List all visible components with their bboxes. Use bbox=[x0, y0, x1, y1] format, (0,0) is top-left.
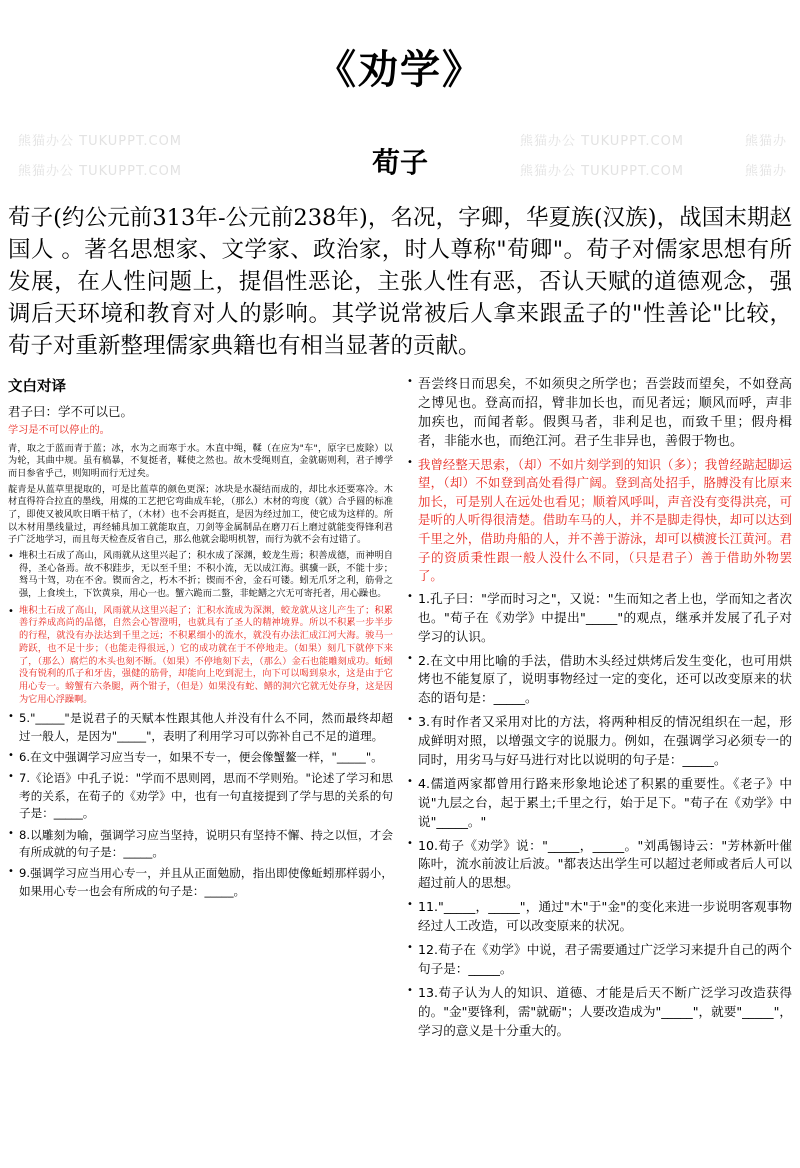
question-text: 荀子在《劝学》中说，君子需要通过广泛学习来提升自己的两个句子是：_____。 bbox=[418, 942, 792, 976]
question-text: 有时作者又采用对比的方法，将两种相反的情况组织在一起，形成鲜明对照，以增强文字的说服力。例如，在强调学习必须专一的同时，用劣马与好马进行对比以说明的句子是：_____。 bbox=[418, 714, 792, 768]
question-number: 9. bbox=[19, 866, 31, 881]
watermark: 熊猫办公 TUKUPPT.COM bbox=[18, 164, 183, 179]
list-item bbox=[8, 710, 393, 745]
right-column bbox=[407, 375, 792, 1046]
original-text-line: 君子曰：学不可以已。 bbox=[8, 403, 134, 419]
question-list-right bbox=[407, 590, 792, 1041]
list-item bbox=[407, 775, 792, 832]
watermark: 熊猫办公 TUKUPPT.COM bbox=[18, 134, 183, 149]
list-item bbox=[8, 749, 393, 766]
list-item bbox=[407, 375, 792, 452]
question-number: 3. bbox=[418, 714, 431, 730]
question-number: 4. bbox=[418, 775, 431, 791]
question-list-left bbox=[8, 710, 393, 900]
list-item bbox=[407, 984, 792, 1041]
question-text: "_____，_____"，通过"木"于"金"的变化来进一步说明客观事物经过人工改造，可以改变原来的状况。 bbox=[418, 899, 792, 934]
document-page bbox=[0, 38, 800, 1168]
question-text: 儒道两家都曾用行路来形象地论述了积累的重要性。《老子》中说"九层之台，起于累土;千里之行，始于足下。"荀子在《劝学》中说"_____。" bbox=[418, 775, 792, 829]
list-item bbox=[8, 865, 393, 900]
question-number: 12. bbox=[418, 942, 439, 958]
list-item bbox=[407, 837, 792, 894]
question-text: 孔子曰："学而时习之"，又说："生而知之者上也，学而知之者次也。"荀子在《劝学》中提出"_____"的观点，继承并发展了孔子对学习的认识。 bbox=[418, 590, 792, 644]
passage-list-right bbox=[407, 375, 792, 586]
question-number: 11. bbox=[418, 899, 439, 915]
list-item bbox=[8, 827, 393, 862]
translation-line: 靛青是从蓝草里提取的，可是比蓝草的颜色更深；冰块是水凝结而成的，却比水还要寒冷。木材直得符合拉直的墨线，用煤的工艺把它弯曲成车轮，（那么）木材的弯度（就）合乎圆的标准了，即使又被风吹日晒干枯了，（木材）也不会再挺直，是因为经过加工，使它成为这样的。所以木材用墨线量过，再经辅具加工就能取直，刀剑等金属制品在磨刀石上磨过就能变得锋利君子广泛地学习，而且每天检查反省自己，那么他就会聪明机智，而行为就不会有过错了。 bbox=[8, 483, 393, 546]
watermark: 熊猫办 bbox=[745, 134, 788, 149]
list-item bbox=[407, 713, 792, 770]
question-text: 在文中用比喻的手法，借助木头经过烘烤后发生变化，也可用烘烤也不能复原了，说明事物经过一定的变化，还可以改变原来的状态的语句是：_____。 bbox=[418, 652, 792, 706]
author-name: 荀子 bbox=[371, 146, 428, 179]
list-item bbox=[8, 605, 393, 707]
list-item bbox=[407, 456, 792, 586]
watermark: 熊猫办公 TUKUPPT.COM bbox=[520, 134, 685, 149]
original-text-line: • 吾尝终日而思矣，不如须臾之所学也；吾尝跂而望矣，不如登高之博见也。登高而招，臂非加长也，而见者远；顺风而呼，声非加疾也，而闻者彰。假舆马者，非利足也，而致千里；假舟楫者，非能水也，而绝江河。君子生非异也，善假于物也。 bbox=[418, 376, 792, 450]
question-text: 荀子认为人的知识、道德、才能是后天不断广泛学习改造获得的。"金"要锋利，需"就砺"；人要改造成为"_____"，就要"_____"，学习的意义是十分重大的。 bbox=[418, 984, 792, 1038]
watermark: 熊猫办公 TUKUPPT.COM bbox=[520, 164, 685, 179]
question-text: "_____"是说君子的天赋本性跟其他人并没有什么不同，然而最终却超过一般人，是因为"_____"，表明了利用学习可以弥补自己不足的道理。 bbox=[19, 711, 393, 743]
question-number: 1. bbox=[418, 590, 431, 606]
page-title: 《劝学》 bbox=[316, 46, 484, 93]
translation-line: • 堆积土石成了高山，风雨就从这里兴起了；汇积水流成为深渊，蛟龙就从这儿产生了；积累善行养成高尚的品德，自然会心智澄明，也就具有了圣人的精神境界。所以不积累一步半步的行程，就没有办法达到千里之远；不积累细小的流水，就没有办法汇成江河大海。骏马一跨跃，也不足十步；（也能走得很远，）它的成功就在于不停地走。（如果）刻几下就停下来了，（那么）腐烂的木头也刻不断。（如果）不停地刻下去，（那么）金石也能雕刻成功。蚯蚓没有锐利的爪子和牙齿，强健的筋骨，却能向上吃到泥土，向下可以喝到泉水，这是由于它用心专一。螃蟹有六条腿，两个钳子，（但是）如果没有蛇、鳝的洞穴它就无处存身，这是因为它用心浮躁啊。 bbox=[19, 604, 393, 705]
passage-list bbox=[8, 550, 393, 706]
question-number: 6. bbox=[19, 750, 31, 765]
translation-line: 学习是不可以停止的。 bbox=[8, 425, 110, 437]
list-item bbox=[407, 941, 792, 979]
body-columns bbox=[8, 375, 792, 1046]
question-text: 在文中强调学习应当专一，如果不专一，便会像蟹鳌一样，"_____"。 bbox=[30, 750, 383, 765]
original-text-line: 青，取之于蓝而青于蓝；冰，水为之而寒于水。木直中绳，鞣（在应为"车"，原字已废除）以为轮，其曲中规。虽有槁暴，不复挺者，鞣使之然也。故木受绳则直，金就砺则利，君子博学而日参省乎己，则知明而行无过矣。 bbox=[8, 442, 393, 479]
list-item bbox=[407, 652, 792, 709]
author-intro: 荀子(约公元前313年-公元前238年)，名况，字卿，华夏族(汉族)，战国末期赵国人 。著名思想家、文学家、政治家，时人尊称"荀卿"。荀子对儒家思想有所发展，在人性问题上，提倡性恶论，主张人性有恶，否认天赋的道德观念，强调后天环境和教育对人的影响。其学说常被后人拿来跟孟子的"性善论"比较，荀子对重新整理儒家典籍也有相当显著的贡献。 bbox=[8, 205, 792, 359]
question-number: 5. bbox=[19, 711, 31, 726]
question-text: 以雕刻为喻，强调学习应当坚持，说明只有坚持不懈、持之以恒，才会有所成就的句子是：_____。 bbox=[19, 827, 393, 860]
question-text: 强调学习应当用心专一，并且从正面勉励，指出即使像蚯蚓那样弱小，如果用心专一也会有所成的句子是：_____。 bbox=[19, 866, 393, 898]
translation-line: • 我曾经整天思索，（却）不如片刻学到的知识（多）；我曾经踮起脚运望，（却）不如登到高处看得广阔。登到高处招手，胳膊没有比原来加长，可是别人在远处也看见；顺着风呼叫，声音没有变得洪亮，可是听的人听得很清楚。借助车马的人，并不是脚走得快，却可以达到千里之外，借助舟船的人，并不善于游泳，却可以横渡长江黄河。君子的资质秉性跟一般人没什么不同，（只是君子）善于借助外物罢了。 bbox=[418, 456, 792, 584]
question-number: 2. bbox=[418, 652, 431, 668]
list-item bbox=[407, 590, 792, 647]
question-number: 13. bbox=[418, 984, 439, 1000]
list-item bbox=[8, 770, 393, 822]
section-title: 文白对译 bbox=[8, 378, 66, 395]
original-text-line: • 堆积土石成了高山，风雨就从这里兴起了；积水成了深渊，蛟龙生焉；积善成德，而神明自得，圣心备焉。故不积跬步，无以至千里；不积小流，无以成江海。骐骥一跃，不能十步；驽马十驾，功在不舍。锲而舍之，朽木不折；锲而不舍，金石可镂。蚓无爪牙之利，筋骨之强，上食埃土，下饮黄泉，用心一也。蟹六跪而二螯，非蛇鳝之穴无可寄托者，用心躁也。 bbox=[19, 550, 393, 600]
question-number: 7. bbox=[19, 771, 31, 786]
watermark: 熊猫办 bbox=[745, 164, 788, 179]
question-number: 8. bbox=[19, 827, 31, 842]
question-number: 10. bbox=[418, 837, 439, 853]
list-item bbox=[407, 898, 792, 936]
list-item bbox=[8, 550, 393, 601]
left-column bbox=[8, 375, 393, 1046]
question-text: 荀子《劝学》说："_____，_____。"刘禹锡诗云："芳林新叶催陈叶，流水前波让后波。"都表达出学生可以超过老师或者后人可以超过前人的思想。 bbox=[418, 837, 792, 891]
question-text: 《论语》中孔子说："学而不思则罔，思而不学则殆。"论述了学习和思考的关系，在荀子的《劝学》中，也有一句直接提到了学与思的关系的句子是：_____。 bbox=[19, 771, 393, 821]
